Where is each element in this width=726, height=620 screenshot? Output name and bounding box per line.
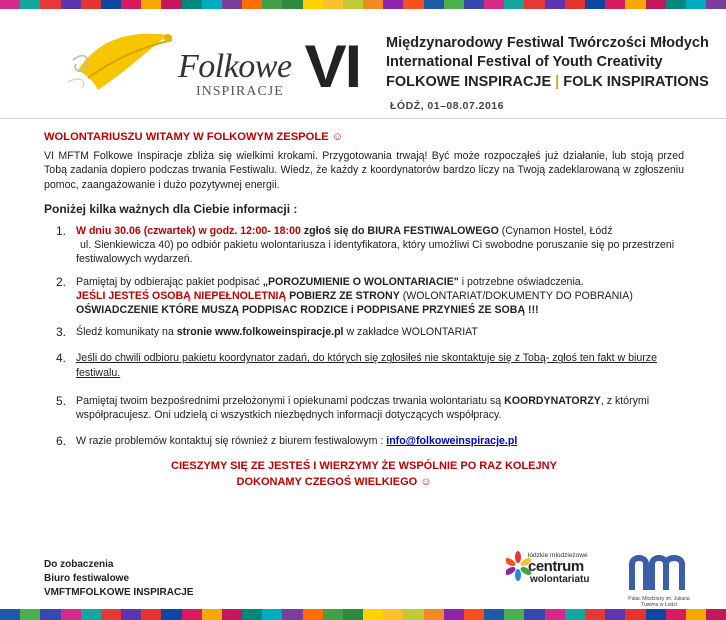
stripe-segment bbox=[504, 0, 524, 9]
stripe-segment bbox=[343, 0, 363, 9]
stripe-segment bbox=[625, 609, 645, 620]
list-item: 5. Pamiętaj twoim bezpośrednimi przełożonymi i opiekunami podczas trwania wolontariatu są KOORDYNATORZY, z którymi współpracujesz. Oni udzielą ci wszystkich niezbędnych informacji dotyczących współpracy. bbox=[56, 393, 650, 422]
logo-word: Folkowe bbox=[178, 48, 292, 85]
greeting-heading: WOLONTARIUSZU WITAMY W FOLKOWYM ZESPOLE ☺ bbox=[44, 131, 344, 143]
closing-line-1: CIESZYMY SIĘ ZE JESTEŚ I WIERZYMY ŻE WSPÓLNIE PO RAZ KOLEJNY bbox=[171, 460, 557, 473]
stripe-segment bbox=[383, 609, 403, 620]
item-number: 5. bbox=[56, 393, 67, 408]
festival-title-pl: Międzynarodowy Festiwal Twórczości Młodych bbox=[386, 35, 709, 51]
stripe-segment bbox=[121, 609, 141, 620]
edition-roman-numeral: VI bbox=[304, 33, 361, 100]
partner-caption: Pałac Młodzieży im. Juliana Tuwima w Łodzi bbox=[628, 596, 690, 608]
partner-small-text: łódzkie młodzieżowe bbox=[528, 552, 588, 559]
stripe-segment bbox=[666, 0, 686, 9]
stripe-segment bbox=[161, 609, 181, 620]
closing-message bbox=[44, 458, 684, 490]
info-list bbox=[44, 224, 684, 448]
stripe-segment bbox=[222, 609, 242, 620]
stripe-segment bbox=[363, 0, 383, 9]
stripe-segment bbox=[686, 609, 706, 620]
stripe-segment bbox=[0, 609, 20, 620]
youth-palace-logo-icon bbox=[626, 550, 690, 596]
section-title: Poniżej kilka ważnych dla Ciebie informacji : bbox=[44, 201, 298, 216]
item-number: 1. bbox=[56, 224, 67, 239]
title-divider: | bbox=[555, 74, 560, 90]
list-item: 1. W dniu 30.06 (czwartek) w godz. 12:00- 18:00 zgłoś się do BIURA FESTIWALOWEGO (Cynamon Hostel, Łódź ul. Sienkiewicza 40) po odbiór pakietu wolontariusza i identyfikatora, który umożliwi Ci swobodne poruszanie się po przestrzeni festiwalowych wydarzeń. bbox=[56, 224, 675, 266]
signature-line-3: VMFTMFOLKOWE INSPIRACJE bbox=[44, 587, 194, 598]
stripe-segment bbox=[605, 609, 625, 620]
stripe-segment bbox=[40, 609, 60, 620]
festival-title-en: International Festival of Youth Creativity bbox=[386, 54, 663, 70]
stripe-segment bbox=[242, 609, 262, 620]
festival-name bbox=[386, 74, 709, 90]
closing-line-2: DOKONAMY CZEGOŚ WIELKIEGO ☺ bbox=[236, 476, 432, 489]
email-link[interactable]: info@folkoweinspiracje.pl bbox=[386, 435, 518, 448]
stripe-segment bbox=[343, 609, 363, 620]
stripe-segment bbox=[424, 0, 444, 9]
stripe-segment bbox=[121, 0, 141, 9]
logo-subtitle: INSPIRACJE bbox=[196, 84, 284, 99]
letter-body bbox=[44, 130, 684, 490]
list-item: 2. Pamiętaj by odbierając pakiet podpisać „POROZUMIENIE O WOLONTARIACIE" i potrzebne oświadczenia. JEŚLI JESTEŚ OSOBĄ NIEPEŁNOLETNIĄ POBIERZ ZE STRONY (WOLONTARIAT/DOKUMENTY DO POBRANIA) OŚWIADCZENIE KTÓRE MUSZĄ PODPISAC RODZICE i PODPISANE PRZYNIEŚ ZE SOBĄ !!! bbox=[56, 274, 633, 317]
stripe-segment bbox=[282, 609, 302, 620]
signature bbox=[44, 558, 193, 600]
stripe-segment bbox=[464, 609, 484, 620]
stripe-segment bbox=[585, 609, 605, 620]
stripe-segment bbox=[646, 0, 666, 9]
bottom-color-stripe bbox=[0, 609, 726, 620]
stripe-segment bbox=[524, 609, 544, 620]
stripe-segment bbox=[61, 609, 81, 620]
festival-logo-icon bbox=[68, 30, 188, 98]
stripe-segment bbox=[262, 609, 282, 620]
stripe-segment bbox=[101, 0, 121, 9]
stripe-segment bbox=[303, 609, 323, 620]
stripe-segment bbox=[706, 609, 726, 620]
stripe-segment bbox=[444, 609, 464, 620]
stripe-segment bbox=[403, 609, 423, 620]
stripe-segment bbox=[0, 0, 20, 9]
partner-name-main: centrum bbox=[528, 558, 584, 575]
stripe-segment bbox=[666, 609, 686, 620]
stripe-segment bbox=[202, 0, 222, 9]
stripe-segment bbox=[504, 609, 524, 620]
stripe-segment bbox=[20, 0, 40, 9]
stripe-segment bbox=[202, 609, 222, 620]
stripe-segment bbox=[484, 609, 504, 620]
item-number: 2. bbox=[56, 274, 67, 289]
partner-name-sub: wolontariatu bbox=[530, 574, 590, 585]
stripe-segment bbox=[545, 0, 565, 9]
stripe-segment bbox=[585, 0, 605, 9]
list-item: 4. Jeśli do chwili odbioru pakietu koordynator zadań, do których się zgłosiłeś nie skontaktuje się z Tobą- zgłoś ten fakt w biurze festiwalu. bbox=[56, 351, 658, 379]
stripe-segment bbox=[81, 609, 101, 620]
stripe-segment bbox=[101, 609, 121, 620]
festival-date: ŁÓDŹ, 01–08.07.2016 bbox=[390, 100, 504, 112]
stripe-segment bbox=[403, 0, 423, 9]
signature-line-2: Biuro festiwalowe bbox=[44, 573, 130, 584]
stripe-segment bbox=[565, 609, 585, 620]
stripe-segment bbox=[625, 0, 645, 9]
festival-name-en: FOLK INSPIRATIONS bbox=[563, 74, 709, 90]
stripe-segment bbox=[303, 0, 323, 9]
header-banner bbox=[0, 10, 726, 120]
item-number: 3. bbox=[56, 325, 67, 340]
stripe-segment bbox=[363, 609, 383, 620]
stripe-segment bbox=[40, 0, 60, 9]
stripe-segment bbox=[61, 0, 81, 9]
stripe-segment bbox=[20, 609, 40, 620]
stripe-segment bbox=[323, 609, 343, 620]
stripe-segment bbox=[424, 609, 444, 620]
stripe-segment bbox=[565, 0, 585, 9]
stripe-segment bbox=[182, 609, 202, 620]
item-number: 4. bbox=[56, 351, 67, 366]
stripe-segment bbox=[81, 0, 101, 9]
stripe-segment bbox=[383, 0, 403, 9]
list-item: 3. Śledź komunikaty na stronie www.folkoweinspiracje.pl w zakładce WOLONTARIAT bbox=[56, 325, 478, 340]
stripe-segment bbox=[686, 0, 706, 9]
stripe-segment bbox=[282, 0, 302, 9]
stripe-segment bbox=[706, 0, 726, 9]
header-divider bbox=[0, 118, 726, 119]
item-number: 6. bbox=[56, 434, 67, 449]
stripe-segment bbox=[646, 609, 666, 620]
stripe-segment bbox=[222, 0, 242, 9]
stripe-segment bbox=[464, 0, 484, 9]
stripe-segment bbox=[262, 0, 282, 9]
stripe-segment bbox=[444, 0, 464, 9]
stripe-segment bbox=[141, 0, 161, 9]
stripe-segment bbox=[141, 609, 161, 620]
stripe-segment bbox=[524, 0, 544, 9]
signature-line-1: Do zobaczenia bbox=[44, 559, 114, 570]
stripe-segment bbox=[605, 0, 625, 9]
festival-name-pl: FOLKOWE INSPIRACJE bbox=[386, 74, 552, 90]
stripe-segment bbox=[182, 0, 202, 9]
intro-paragraph: VI MFTM Folkowe Inspiracje zbliża się wielkimi krokami. Przygotowania trwają! Być może rozpocząłeś już działanie, lub stoją przed Tobą zadania dopiero podczas trwania Festiwalu. Wiedz, że każdy z koordynatorów bardzo liczy na Twoją zadeklarowaną w zgłoszeniu pomoc, zaangażowanie i dużo pozytywnej energii. bbox=[44, 150, 684, 191]
stripe-segment bbox=[484, 0, 504, 9]
stripe-segment bbox=[323, 0, 343, 9]
top-color-stripe bbox=[0, 0, 726, 9]
list-item: 6. W razie problemów kontaktuj się również z biurem festiwalowym : info@folkoweinspiracje.pl bbox=[56, 434, 518, 449]
stripe-segment bbox=[161, 0, 181, 9]
stripe-segment bbox=[242, 0, 262, 9]
stripe-segment bbox=[545, 609, 565, 620]
